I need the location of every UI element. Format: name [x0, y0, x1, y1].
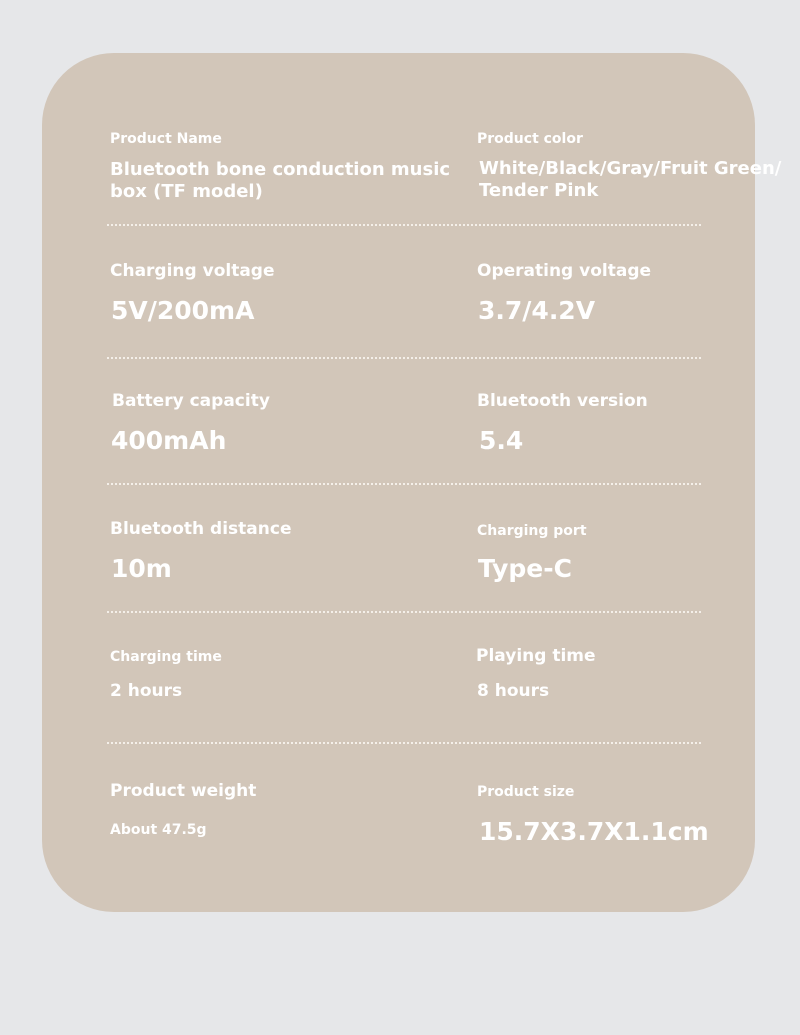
divider — [107, 611, 701, 613]
divider — [107, 483, 701, 485]
battery-capacity-value: 400mAh — [111, 426, 227, 455]
charging-port-label: Charging port — [477, 523, 587, 539]
charging-time-label: Charging time — [110, 649, 222, 665]
bluetooth-version-label: Bluetooth version — [477, 391, 648, 411]
divider — [107, 224, 701, 226]
bluetooth-distance-value: 10m — [111, 554, 172, 583]
bluetooth-version-value: 5.4 — [479, 426, 524, 455]
charging-voltage-value: 5V/200mA — [111, 296, 255, 325]
product-name-value-line2: box (TF model) — [110, 181, 263, 202]
charging-time-value: 2 hours — [110, 681, 183, 701]
product-name-label: Product Name — [110, 131, 222, 147]
product-weight-value: About 47.5g — [110, 822, 207, 838]
operating-voltage-label: Operating voltage — [477, 261, 652, 281]
battery-capacity-label: Battery capacity — [112, 391, 270, 411]
playing-time-value: 8 hours — [477, 681, 550, 701]
product-size-value: 15.7X3.7X1.1cm — [479, 817, 709, 846]
product-color-value-line1: White/Black/Gray/Fruit Green/ — [479, 158, 782, 179]
product-weight-label: Product weight — [110, 781, 257, 801]
charging-voltage-label: Charging voltage — [110, 261, 275, 281]
divider — [107, 742, 701, 744]
product-size-label: Product size — [477, 784, 575, 800]
charging-port-value: Type-C — [478, 554, 572, 583]
divider — [107, 357, 701, 359]
product-name-value-line1: Bluetooth bone conduction music — [110, 159, 451, 180]
product-color-label: Product color — [477, 131, 583, 147]
playing-time-label: Playing time — [476, 646, 596, 666]
spec-card — [42, 53, 782, 912]
product-color-value-line2: Tender Pink — [479, 180, 599, 201]
bluetooth-distance-label: Bluetooth distance — [110, 519, 292, 539]
operating-voltage-value: 3.7/4.2V — [478, 296, 596, 325]
